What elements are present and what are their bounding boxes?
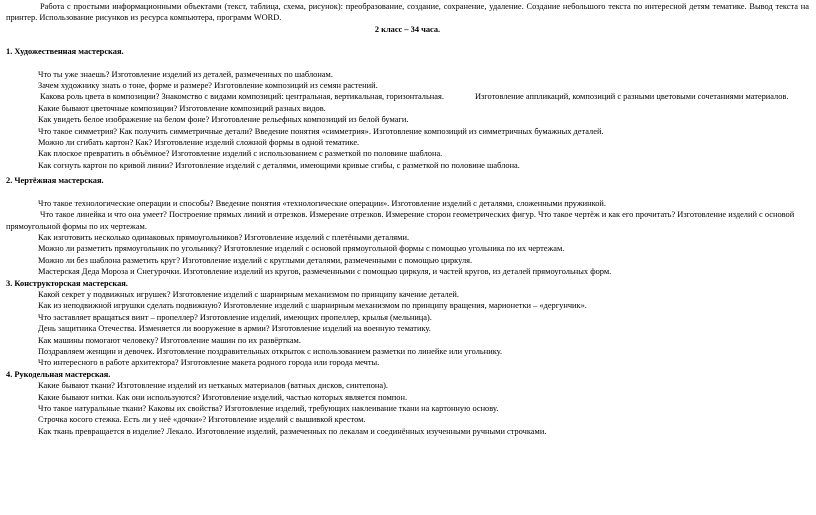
list-item: Как увидеть белое изображение на белом фоне? Изготовление рельефных композиций из белой бумаги.	[38, 115, 409, 125]
list-item-tail: Изготовление аппликаций, композиций с разными цветовыми сочетаниями материалов.	[474, 92, 789, 102]
list-item: Строчка косого стежка. Есть ли у неё «дочки»? Изготовление изделий с вышивкой крестом.	[38, 415, 366, 425]
list-item: Какой секрет у подвижных игрушек? Изготовление изделий с шарнирным механизмом по принципу качение деталей.	[38, 289, 459, 299]
list-item: Что такое симметрия? Как получить симметричные детали? Введение понятия «симметрия». Изготовление композиций из симметричных бумажных деталей.	[38, 126, 604, 136]
list-item: Какие бывают цветочные композиции? Изготовление композиций разных видов.	[38, 103, 326, 113]
list-item: Как согнуть картон по кривой линии? Изготовление изделий с деталями, имеющими кривые сгибы, с разметкой по половине шаблона.	[38, 160, 520, 170]
section-title-needlework: 4. Рукодельная мастерская.	[6, 369, 111, 379]
section-title-drafting: 2. Чертёжная мастерская.	[6, 176, 104, 186]
list-item: Какие бывают нитки. Как они используются? Изготовление изделий, частью которых является помпон.	[38, 392, 408, 402]
list-item: Можно ли разметить прямоугольник по угольнику? Изготовление изделий с основой прямоугольной формы с помощью угольника по их чертежам.	[38, 244, 565, 254]
list-item: Какие бывают ткани? Изготовление изделий из нетканых материалов (ватных дисков, синтепона).	[38, 381, 388, 391]
list-item: Зачем художнику знать о тоне, форме и размере? Изготовление композиций из семян растений.	[38, 81, 378, 91]
section-title-art: 1. Художественная мастерская.	[6, 47, 124, 57]
list-item: Как машины помогают человеку? Изготовление машин по их развёрткам.	[38, 335, 301, 345]
grade-heading: 2 класс – 34 часа.	[374, 24, 441, 34]
list-item: Какова роль цвета в композиции? Знакомство с видами композиций: центральная, вертикальная, горизонтальная.	[40, 92, 444, 102]
list-item: Можно ли сгибать картон? Как? Изготовление изделий сложной формы в одной тематике.	[38, 138, 360, 148]
section-title-construction: 3. Конструкторская мастерская.	[6, 278, 128, 288]
list-item: Можно ли без шаблона разметить круг? Изготовление изделий с круглыми деталями, размеченными с помощью циркуля.	[38, 255, 473, 265]
list-item: Как изготовить несколько одинаковых прямоугольников? Изготовление изделий с плетёными деталями.	[38, 232, 410, 242]
list-item: Что заставляет вращаться винт – пропеллер? Изготовление изделий, имеющих пропеллер, крылья (мельница).	[38, 312, 432, 322]
intro-paragraph: Работа с простыми информационными объектами (текст, таблица, схема, рисунок): преобразование, создание, сохранение, удаление. Создание небольшого текста по интересной детям тематике. Вывод текста на принтер. Использование рисунков из ресурса компьютера, программ WORD.	[6, 2, 809, 23]
list-item: Мастерская Деда Мороза и Снегурочки. Изготовление изделий из кругов, размеченными с помощью циркуля, и частей кругов, из деталей прямоугольных форм.	[38, 267, 612, 277]
list-item: Как плоское превратить в объёмное? Изготовление изделий с использованием с разметкой по половине шаблона.	[38, 149, 443, 159]
list-item: Что такое технологические операции и способы? Введение понятия «технологические операции». Изготовление изделий с деталями, сложенными пружинкой.	[38, 198, 607, 208]
list-item: Что такое линейка и что она умеет? Построение прямых линий и отрезков. Измерение отрезков. Измерение сторон геометрических фигур. Что такое чертёж и как его прочитать? Изготовление изделий с основой прямоугольной формы по их чертежам.	[6, 210, 795, 231]
list-item-split	[6, 91, 809, 102]
list-item: Как из неподвижной игрушки сделать подвижную? Изготовление изделий с шарнирным механизмом по принципу вращения, марионетки – «дергунчик».	[38, 301, 587, 311]
list-item: Что интересного в работе архитектора? Изготовление макета родного города или города мечты.	[38, 358, 380, 368]
list-item: Что такое натуральные ткани? Каковы их свойства? Изготовление изделий, требующих наклеивание ткани на картонную основу.	[38, 404, 499, 413]
list-item: Поздравляем женщин и девочек. Изготовление поздравительных открыток с использованием разметки по линейке или угольнику.	[38, 346, 503, 356]
list-item: День защитника Отечества. Изменяется ли вооружение в армии? Изготовление изделий на военную тематику.	[38, 324, 431, 334]
list-item: Что ты уже знаешь? Изготовление изделий из деталей, размеченных по шаблонам.	[38, 69, 333, 79]
list-item: Как ткань превращается в изделие? Лекало. Изготовление изделий, размеченных по лекалам и соединённых изученными ручными строчками.	[38, 426, 547, 436]
